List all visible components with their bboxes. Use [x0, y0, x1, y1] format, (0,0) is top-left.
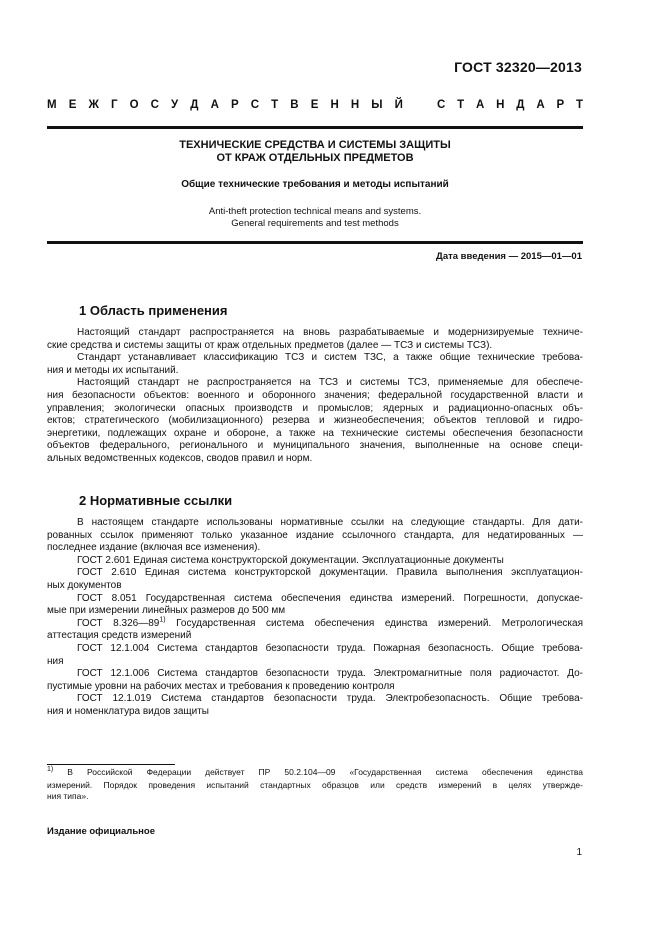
text-line: ния и методы их испытаний.	[47, 364, 179, 376]
reference-gost-8-051: ГОСТ 8.051 Государственная система обеспечения единства измерений. Погрешности, допускае-	[77, 592, 583, 604]
text-line: пустимые уровни на рабочих местах и требования к проведению контроля	[47, 680, 395, 692]
header-divider-bottom	[47, 241, 583, 244]
text-line: ектов; стратегического (мобилизационного) резерва и жизнеобеспечения; объектов тепловой и гидро-	[47, 415, 583, 427]
text-line: энергетики, подлежащих охране и обороне, а также на технические системы обеспечения безопасности	[47, 427, 583, 439]
document-subtitle: Общие технические требования и методы испытаний	[181, 179, 449, 190]
text-line: $^{1)}$ В Российской Федерации действует ПР 50.2.104—09 «Государственная система обеспечения единства	[47, 766, 583, 777]
footnote-divider	[47, 764, 175, 765]
official-edition-label: Издание официальное	[47, 826, 155, 837]
text-line: ния	[47, 655, 64, 667]
text-line: объектов федерального, регионального и муниципального значения, выполненные на основе специ-	[47, 440, 583, 452]
reference-gost-12-1-019: ГОСТ 12.1.019 Система стандартов безопасности труда. Электробезопасность. Общие требова-	[77, 693, 583, 705]
text-line: последнее издание (включая все изменения).	[47, 542, 261, 554]
header-divider-top	[47, 126, 583, 129]
footnote-marker: 1)	[159, 616, 166, 624]
text-line: ных документов	[47, 579, 122, 591]
english-title: Anti-theft protection technical means and systems. General requirements and test methods	[208, 206, 422, 229]
section-scope-body	[47, 327, 583, 466]
text-line: мые при измерении линейных размеров до 500 мм	[47, 605, 286, 617]
text-line: управления; экологически опасных производств и промыслов; ядерных и радиационно-опасных объ-	[47, 402, 583, 414]
section-heading-scope: 1 Область применения	[79, 303, 228, 318]
reference-gost-12-1-006: ГОСТ 12.1.006 Система стандартов безопасности труда. Электромагнитные поля радиочастот. До-	[77, 668, 583, 680]
text-line: Стандарт устанавливает классификацию ТСЗ и систем ТЗС, а также общие технические требова-	[77, 352, 583, 364]
text-line: ния безопасности объектов: военного и оборонного значения; федеральной государственной власти и	[47, 389, 583, 401]
text-line: ния и номенклатура видов защиты	[47, 705, 209, 717]
section-references-body	[47, 517, 583, 719]
text-line: альных ведомственных кодексов, сводов правил и норм.	[47, 452, 313, 464]
text-line: измерений. Порядок проведения испытаний стандартных образцов или средств измерений в целях утвержде-	[47, 779, 583, 790]
text-line: Настоящий стандарт не распространяется на ТСЗ и системы ТСЗ, применяемые для обеспече-	[77, 377, 583, 389]
reference-gost-8-326: ГОСТ 8.326—89$^{1)}$ Государственная система обеспечения единства измерений. Метрологическая	[77, 616, 584, 629]
document-number: ГОСТ 32320—2013	[454, 59, 582, 75]
text-line: ские средства и системы защиты от краж отдельных предметов (далее — ТСЗ и системы ТСЗ).	[47, 339, 493, 351]
introduction-date: Дата введения — 2015—01—01	[436, 251, 582, 262]
reference-gost-2-610: ГОСТ 2.610 Единая система конструкторской документации. Правила выполнения эксплуатацион-	[77, 567, 583, 579]
banner-word-interstate: М Е Ж Г О С У Д А Р С Т В Е Н Н Ы Й	[47, 99, 403, 111]
section-heading-normative-references: 2 Нормативные ссылки	[79, 493, 233, 508]
footnote	[47, 767, 583, 802]
document-title: ТЕХНИЧЕСКИЕ СРЕДСТВА И СИСТЕМЫ ЗАЩИТЫ ОТ КРАЖ ОТДЕЛЬНЫХ ПРЕДМЕТОВ	[179, 139, 451, 164]
text-line: ния типа».	[47, 790, 89, 801]
text-line: Настоящий стандарт распространяется на вновь разрабатываемые и модернизируемые техниче-	[77, 327, 583, 338]
text-line: рованных ссылок применяют только указанное издание ссылочного стандарта, для недатированных —	[47, 529, 583, 541]
text-line: аттестация средств измерений	[47, 630, 192, 642]
interstate-standard-banner	[47, 99, 583, 111]
reference-gost-2-601: ГОСТ 2.601 Единая система конструкторской документации. Эксплуатационные документы	[77, 554, 504, 566]
page-number: 1	[576, 847, 582, 858]
text-line: В настоящем стандарте использованы нормативные ссылки на следующие стандарты. Для дати-	[77, 517, 583, 528]
banner-word-standard: С Т А Н Д А Р Т	[437, 99, 583, 111]
reference-gost-12-1-004: ГОСТ 12.1.004 Система стандартов безопасности труда. Пожарная безопасность. Общие требова-	[77, 642, 583, 654]
